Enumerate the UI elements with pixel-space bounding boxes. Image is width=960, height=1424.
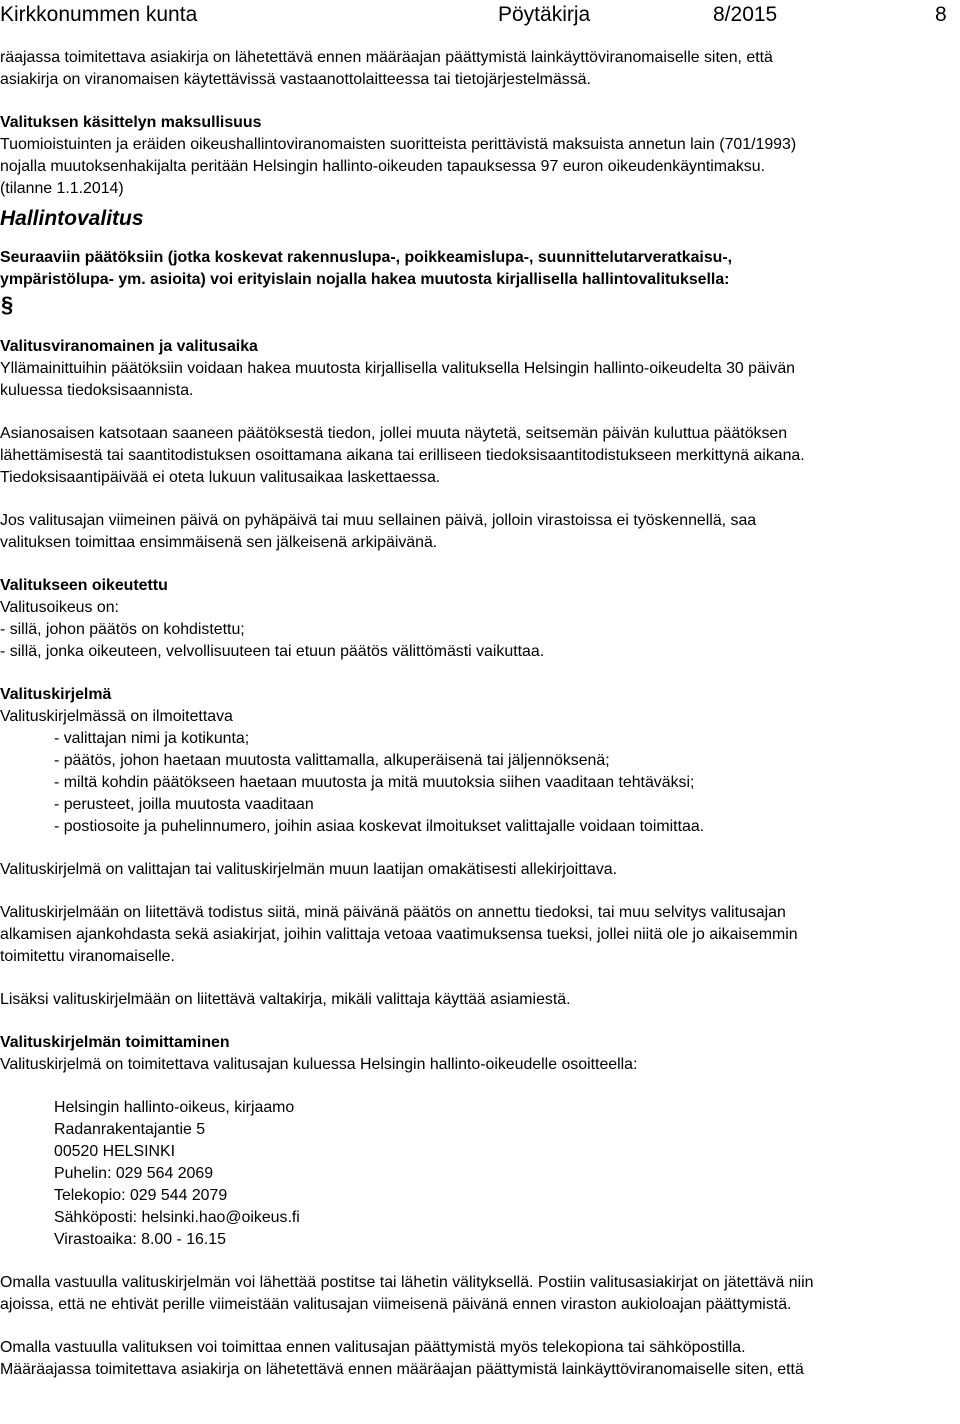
list-item: - perusteet, joilla muutosta vaaditaan xyxy=(54,796,314,813)
intro-line: asiakirja on viranomaisen käytettävissä vastaanottolaitteessa tai tietojärjestelmässä. xyxy=(0,71,591,88)
address-line: Helsingin hallinto-oikeus, kirjaamo xyxy=(54,1099,295,1116)
page-header xyxy=(0,0,960,40)
paragraph-line: Omalla vastuulla valituksen voi toimittaa ennen valitusajan päättymistä myös telekopiona tai sähköpostilla. xyxy=(0,1339,746,1356)
paragraph-line: alkamisen ajankohdasta sekä asiakirjat, joihin valittaja vetoaa vaatimuksensa tueksi, jollei niitä ole jo aikaisemmin xyxy=(0,926,798,943)
section-symbol: § xyxy=(1,292,14,317)
document-body xyxy=(0,47,960,1381)
paragraph-line: Valituskirjelmässä on ilmoitettava xyxy=(0,708,233,725)
address-line: Puhelin: 029 564 2069 xyxy=(54,1165,214,1182)
document-number: 8/2015 xyxy=(713,3,778,26)
address-line: Telekopio: 029 544 2079 xyxy=(54,1187,228,1204)
paragraph-line: Valituskirjelmä on valittajan tai valituskirjelmän muun laatijan omakätisesti allekirjoittava. xyxy=(0,861,618,878)
section-heading-toimittaminen: Valituskirjelmän toimittaminen xyxy=(0,1034,230,1051)
page-number: 8 xyxy=(935,3,947,26)
paragraph-line: Yllämainittuihin päätöksiin voidaan hakea muutosta kirjallisella valituksella Helsingin hallinto-oikeudelta 30 päivän xyxy=(0,360,795,377)
address-line: Radanrakentajantie 5 xyxy=(54,1121,206,1138)
paragraph-line: Määräajassa toimitettava asiakirja on lähetettävä ennen määräajan päättymistä lainkäyttöviranomaiselle siten, että xyxy=(0,1361,804,1378)
paragraph-line: Asianosaisen katsotaan saaneen päätöksestä tiedon, jollei muuta näytetä, seitsemän päivän kuluttua päätöksen xyxy=(0,425,788,442)
paragraph-line: Tuomioistuinten ja eräiden oikeushallintoviranomaisten suoritteista perittävistä maksuista annetun lain (701/1993) xyxy=(0,136,797,153)
list-item: - miltä kohdin päätökseen haetaan muutosta ja mitä muutoksia siihen vaaditaan tehtäväksi; xyxy=(54,774,695,791)
list-item: - valittajan nimi ja kotikunta; xyxy=(54,730,250,747)
intro-line: räajassa toimitettava asiakirja on lähetettävä ennen määräajan päättymistä lainkäyttöviranomaiselle siten, että xyxy=(0,49,773,66)
list-item: - sillä, jonka oikeuteen, velvollisuuteen tai etuun päätös välittömästi vaikuttaa. xyxy=(0,643,545,660)
paragraph-line: valituksen toimittaa ensimmäisenä sen jälkeisenä arkipäivänä. xyxy=(0,534,438,551)
paragraph-line: ympäristölupa- ym. asioita) voi erityislain nojalla hakea muutosta kirjallisella hallintovalituksella: xyxy=(0,271,730,288)
document-type: Pöytäkirja xyxy=(498,3,591,26)
list-item: - päätös, johon haetaan muutosta valittamalla, alkuperäisenä tai jäljennöksenä; xyxy=(54,752,610,769)
paragraph-line: Valituskirjelmä on toimitettava valitusajan kuluessa Helsingin hallinto-oikeudelle osoitteella: xyxy=(0,1056,638,1073)
paragraph-line: Lisäksi valituskirjelmään on liitettävä valtakirja, mikäli valittaja käyttää asiamiestä. xyxy=(0,991,571,1008)
paragraph-line: lähettämisestä tai saantitodistuksen osoittamana aikana tai erilliseen tiedoksisaantitodistukseen merkittynä aikana. xyxy=(0,447,805,464)
list-item: - sillä, johon päätös on kohdistettu; xyxy=(0,621,245,638)
list-item: - postiosoite ja puhelinnumero, joihin asiaa koskevat ilmoitukset valittajalle voidaan toimittaa. xyxy=(54,818,705,835)
section-heading-hallintovalitus: Hallintovalitus xyxy=(0,207,144,230)
address-line: 00520 HELSINKI xyxy=(54,1143,176,1160)
paragraph-line: Tiedoksisaantipäivää ei oteta lukuun valitusaikaa laskettaessa. xyxy=(0,469,441,486)
paragraph-line: ajoissa, että ne ehtivät perille viimeistään valitusajan viimeisenä päivänä ennen viraston aukioloajan päättymistä. xyxy=(0,1296,792,1313)
section-heading-valitusaika: Valitusviranomainen ja valitusaika xyxy=(0,338,258,355)
paragraph-line: toimitettu viranomaiselle. xyxy=(0,948,175,965)
organization-name: Kirkkonummen kunta xyxy=(0,3,198,26)
paragraph-line: Valituskirjelmään on liitettävä todistus siitä, minä päivänä päätös on annettu tiedoksi, tai muu selvitys valitusajan xyxy=(0,904,786,921)
section-heading-oikeutettu: Valitukseen oikeutettu xyxy=(0,577,168,594)
section-heading-maksullisuus: Valituksen käsittelyn maksullisuus xyxy=(0,114,262,131)
section-heading-valituskirjelma: Valituskirjelmä xyxy=(0,686,112,703)
address-line: Sähköposti: helsinki.hao@oikeus.fi xyxy=(54,1209,300,1226)
paragraph-line: nojalla muutoksenhakijalta peritään Helsingin hallinto-oikeuden tapauksessa 97 euron oikeudenkäyntimaksu. xyxy=(0,158,766,175)
address-line: Virastoaika: 8.00 - 16.15 xyxy=(54,1231,226,1248)
paragraph-line: Omalla vastuulla valituskirjelmän voi lähettää postitse tai lähetin välityksellä. Postiin valitusasiakirjat on jätettävä niin xyxy=(0,1274,814,1291)
paragraph-line: (tilanne 1.1.2014) xyxy=(0,180,124,197)
paragraph-line: Jos valitusajan viimeinen päivä on pyhäpäivä tai muu sellainen päivä, jolloin virastoissa ei työskennellä, saa xyxy=(0,512,757,529)
paragraph-line: kuluessa tiedoksisaannista. xyxy=(0,382,194,399)
paragraph-line: Seuraaviin päätöksiin (jotka koskevat rakennuslupa-, poikkeamislupa-, suunnittelutarveratkaisu-, xyxy=(0,249,733,266)
paragraph-line: Valitusoikeus on: xyxy=(0,599,119,616)
